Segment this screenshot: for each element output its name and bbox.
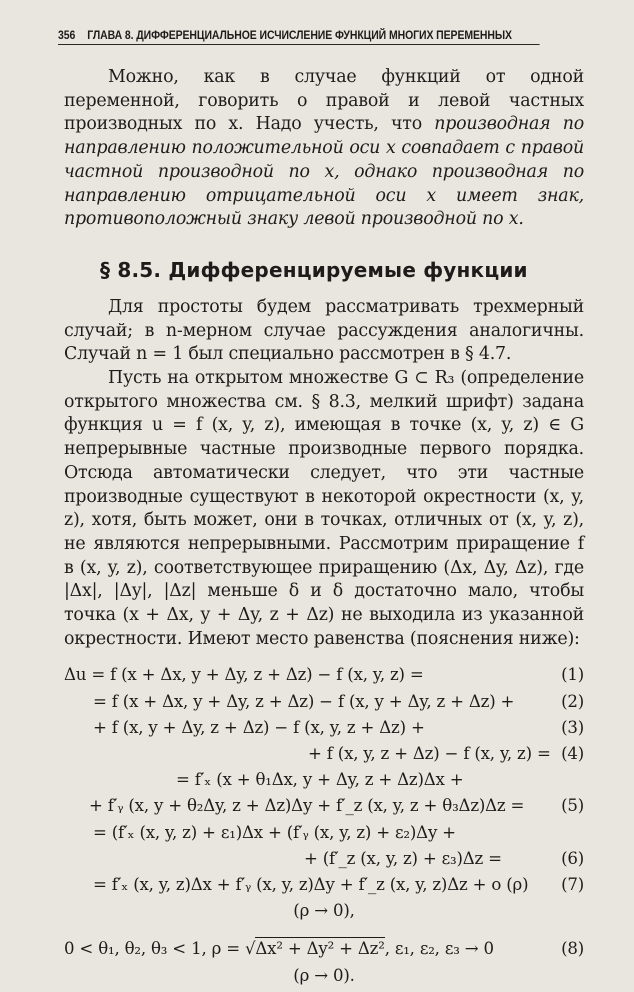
equation-text: + f (x, y + Δy, z + Δz) − f (x, y, z + Δz) + bbox=[93, 717, 425, 737]
condition-text bbox=[64, 939, 494, 958]
equation-number: (8) bbox=[561, 939, 584, 959]
equation-number: (7) bbox=[561, 874, 584, 894]
equation-number: (1) bbox=[561, 665, 584, 685]
equation-row bbox=[64, 901, 584, 927]
equation-text: + f (x, y, z + Δz) − f (x, y, z) = bbox=[308, 744, 551, 764]
equation-text: Δu = f (x + Δx, y + Δy, z + Δz) − f (x, y, z) = bbox=[64, 665, 424, 685]
intro-plain: Можно, как в случае функций от одной переменной, говорить о правой и левой частных производных по x. Надо учесть, что bbox=[64, 67, 584, 135]
equation-row bbox=[64, 718, 584, 744]
equation-text: = f (x + Δx, y + Δy, z + Δz) − f (x, y + Δy, z + Δz) + bbox=[93, 691, 515, 711]
equation-text: = f′ₓ (x, y, z)Δx + f′ᵧ (x, y, z)Δy + f′_z (x, y, z)Δz + o (ρ) bbox=[93, 874, 529, 894]
paragraph: Для простоты будем рассматривать трехмерный случай; в n-мерном случае рассуждения аналогичны. Случай n = 1 был специально рассмотрен в § 4.7. bbox=[64, 296, 584, 365]
equation-number: (6) bbox=[561, 848, 584, 868]
page-body bbox=[64, 66, 584, 992]
equation-text: + (f′_z (x, y, z) + ε₃)Δz = bbox=[304, 848, 502, 868]
equation-row bbox=[64, 692, 584, 718]
equation-row bbox=[64, 875, 584, 901]
equation-block bbox=[64, 665, 584, 991]
equation-row bbox=[64, 665, 584, 691]
equation-text: = (f′ₓ (x, y, z) + ε₁)Δx + (f′ᵧ (x, y, z) + ε₂)Δy + bbox=[93, 822, 456, 842]
equation-text: = f′ₓ (x + θ₁Δx, y + Δy, z + Δz)Δx + bbox=[176, 770, 464, 790]
sqrt-sign: √ bbox=[245, 939, 256, 959]
equation-number: (5) bbox=[561, 796, 584, 816]
condition-row bbox=[64, 939, 584, 965]
chapter-title: ГЛАВА 8. ДИФФЕРЕНЦИАЛЬНОЕ ИСЧИСЛЕНИЕ ФУНКЦИЙ МНОГИХ ПЕРЕМЕННЫХ bbox=[87, 28, 512, 42]
equation-text: + f′ᵧ (x, y + θ₂Δy, z + Δz)Δy + f′_z (x, y, z + θ₃Δz)Δz = bbox=[89, 796, 525, 816]
equation-text: (ρ → 0). bbox=[293, 965, 355, 985]
equation-number: (4) bbox=[561, 744, 584, 764]
equation-row bbox=[64, 770, 584, 796]
condition-left: 0 < θ₁, θ₂, θ₃ < 1, ρ = bbox=[64, 939, 246, 959]
page-number: 356 bbox=[58, 28, 76, 42]
equation-row bbox=[64, 849, 584, 875]
equation-row bbox=[64, 823, 584, 849]
equation-row bbox=[64, 966, 584, 992]
equation-row bbox=[64, 796, 584, 822]
sqrt-radicand: Δx² + Δy² + Δz² bbox=[255, 939, 385, 959]
paragraph: Пусть на открытом множестве G ⊂ R₃ (определение открытого множества см. § 8.3, мелкий шрифт) задана функция u = f (x, y, z), имеющая в точке (x, y, z) ∈ G непрерывные частные производные первого порядка. Отсюда автоматически следует, что эти частные производные существуют в некоторой окрестности (x, y, z), хотя, быть может, они в точках, отличных от (x, y, z), не являются непрерывными. Рассмотрим приращение f в (x, y, z), соответствующее приращению (Δx, Δy, Δz), где |Δx|, |Δy|, |Δz| меньше δ и δ достаточно мало, чтобы точка (x + Δx, y + Δy, z + Δz) не выходила из указанной окрестности. Имеют место равенства (пояснения ниже): bbox=[64, 368, 584, 649]
equation-number: (2) bbox=[561, 691, 584, 711]
condition-right: , ε₁, ε₂, ε₃ → 0 bbox=[384, 939, 494, 959]
equation-number: (3) bbox=[561, 717, 584, 737]
equation-text: (ρ → 0), bbox=[293, 901, 355, 921]
equation-row bbox=[64, 744, 584, 770]
running-header bbox=[58, 28, 540, 45]
intro-italic: производная по направлению положительной оси x совпадает с правой частной производной по x, однако производная по направлению отрицательной оси x имеет знак, противоположный знаку левой производной по x. bbox=[64, 114, 584, 230]
intro-paragraph bbox=[64, 66, 584, 232]
section-heading: § 8.5. Дифференцируемые функции bbox=[100, 257, 528, 282]
